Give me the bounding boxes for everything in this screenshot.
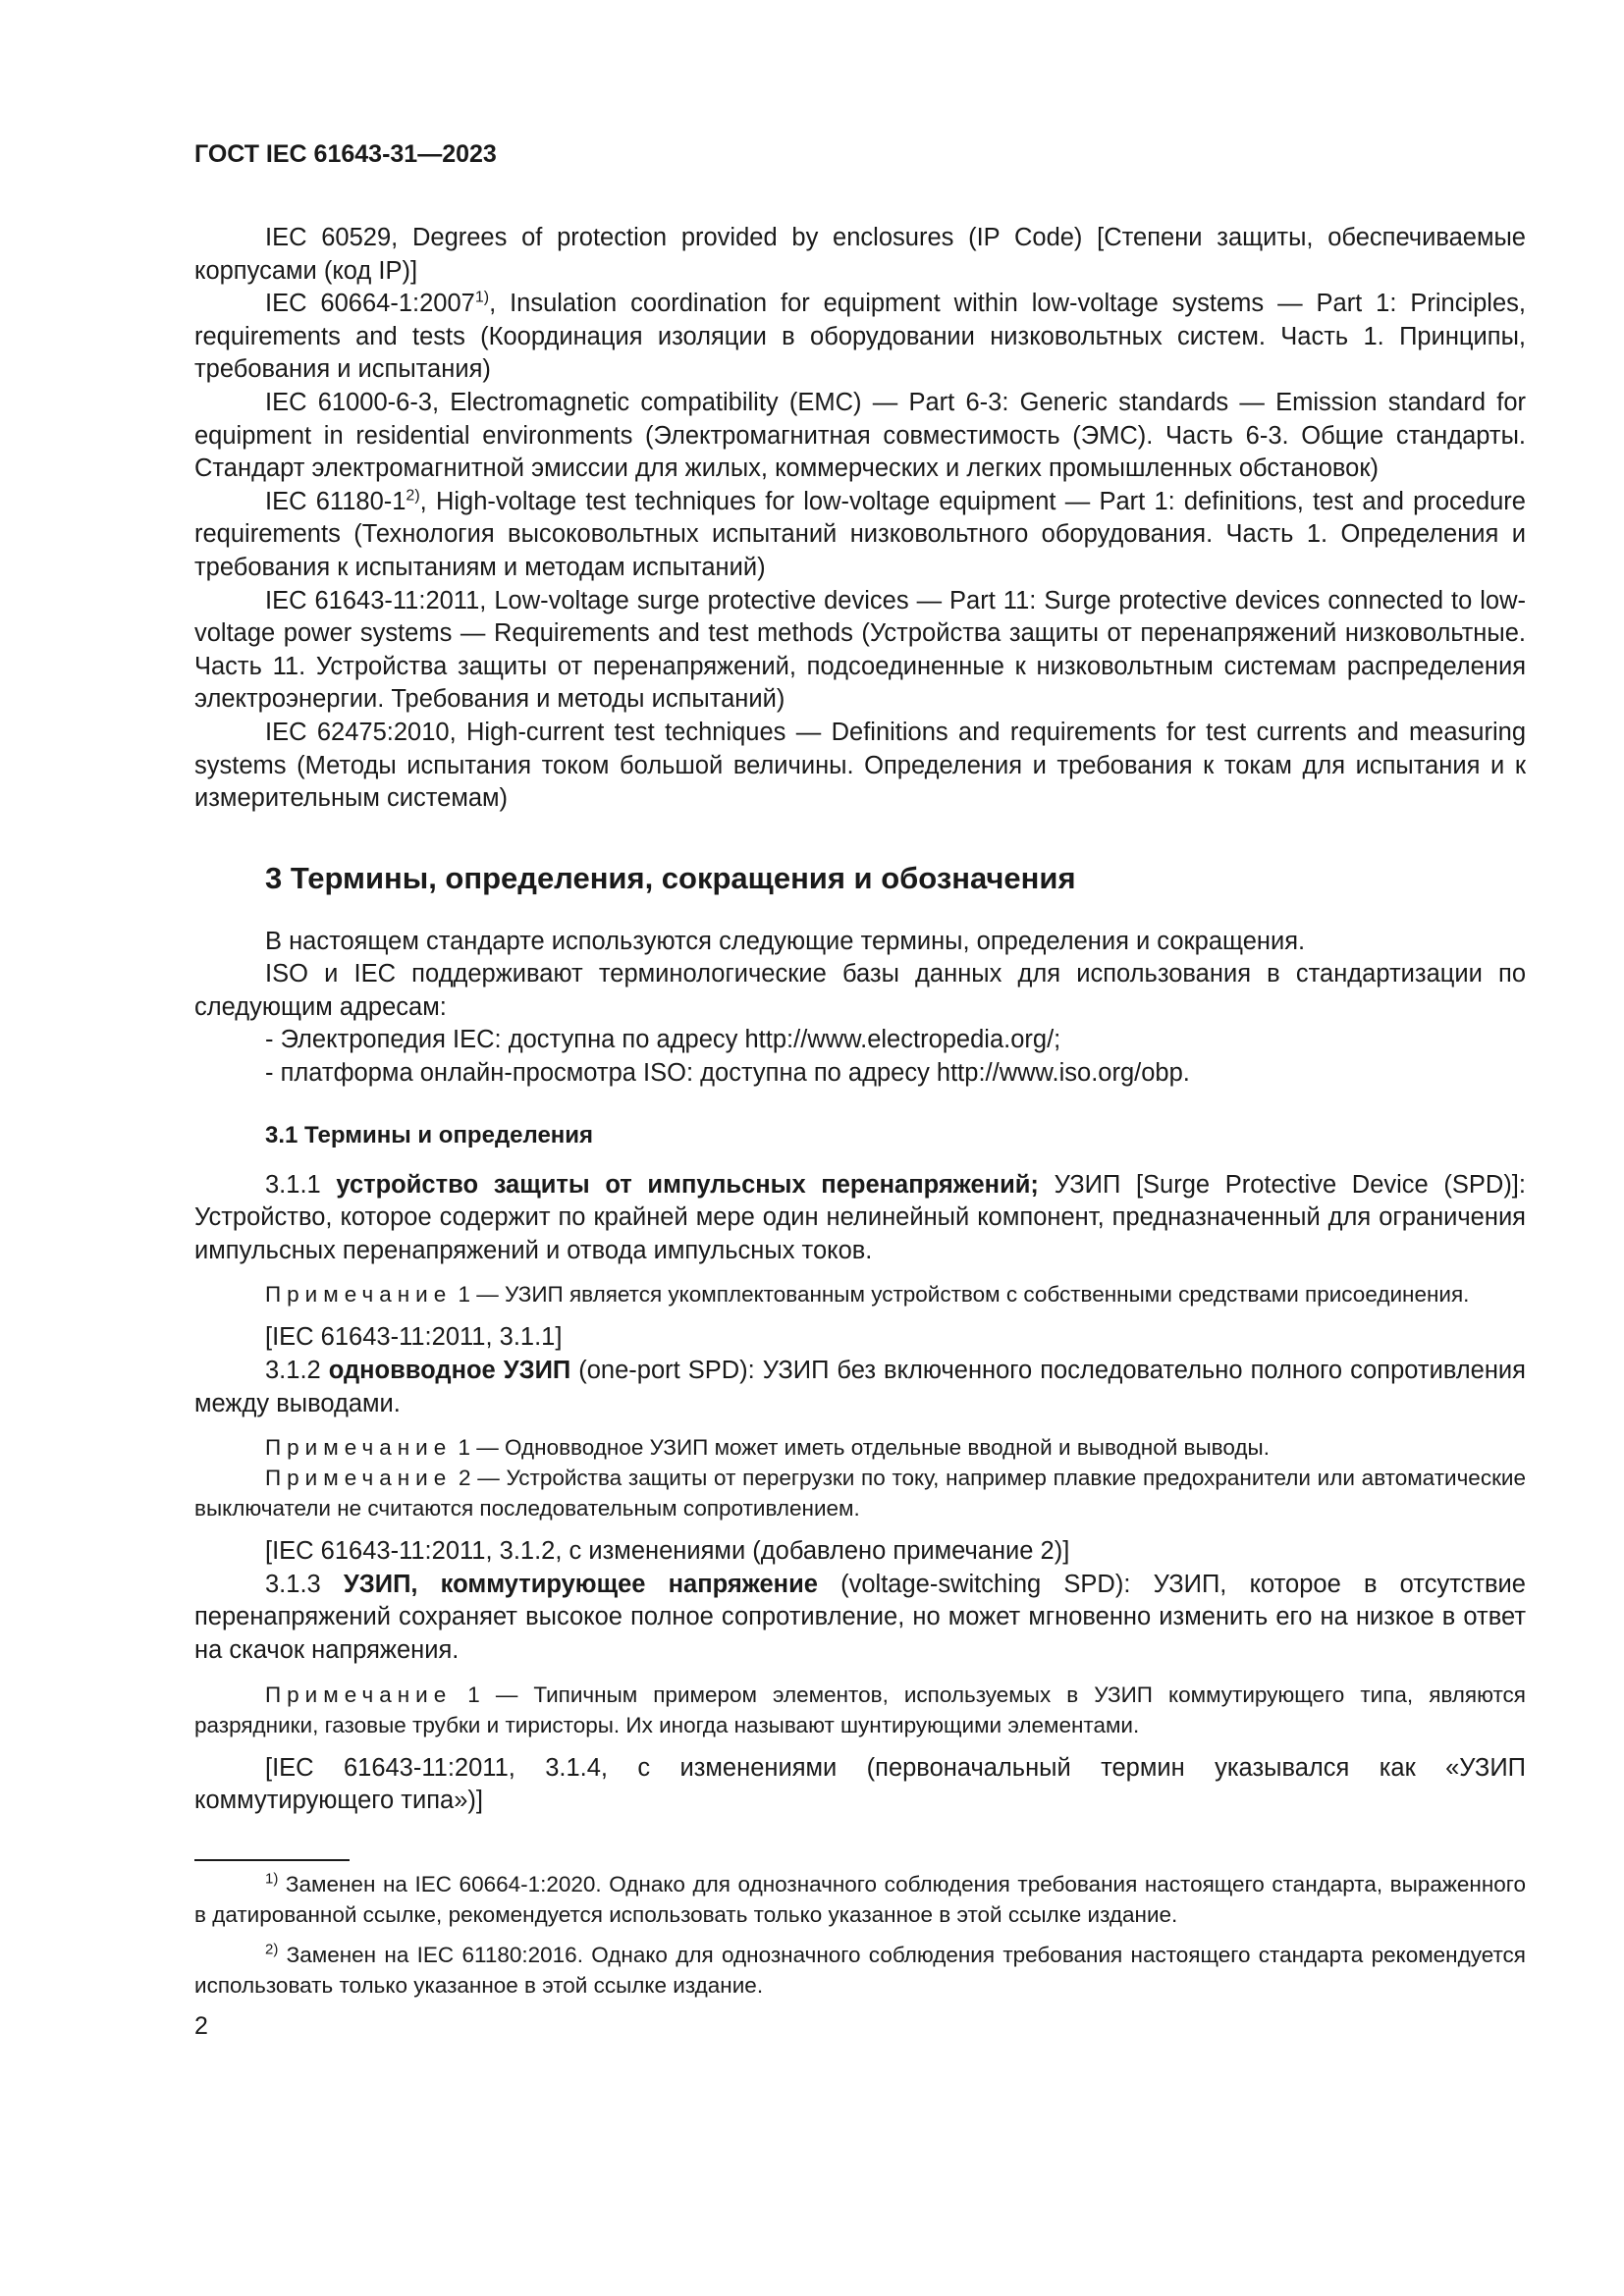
reference-iec-60529	[194, 222, 1526, 288]
term-definition: УЗИП [Surge Protective Device (SPD)]: Устройство, которое содержит по крайней мере один нелинейный компонент, предназначенный для ограничения импульсных перенапряжений и отвода импульсных токов.	[194, 1170, 1526, 1264]
footnote-marker-1: 1)	[474, 289, 490, 306]
term-3-1-1	[194, 1169, 1526, 1268]
note-text: 1 — УЗИП является укомплектованным устройством с собственными средствами присоединения.	[452, 1282, 1470, 1308]
reference-text: IEC 62475:2010, High-current test techniques — Definitions and requirements for test currents and measuring systems (Методы испытания током большой величины. Определения и требования к токам для испытания и к измерительным системам)	[194, 718, 1526, 813]
reference-text: , High-voltage test techniques for low-voltage equipment — Part 1: definitions, test and procedure requirements (Технология высоковольтных испытаний низковольтного оборудования. Часть 1. Определения и требования к испытаниям и методам испытаний)	[194, 487, 1526, 581]
note-3-1-2-2	[194, 1463, 1526, 1523]
note-text: 1 — Одновводное УЗИП может иметь отдельные вводной и выводной выводы.	[452, 1435, 1270, 1461]
document-page	[194, 137, 1526, 2042]
term-number: 3.1.3	[265, 1570, 344, 1598]
reference-code: IEC 61180-1	[265, 487, 406, 515]
note-label: Примечание	[265, 1466, 453, 1491]
term-3-1-3	[194, 1569, 1526, 1668]
term-number: 3.1.2	[265, 1357, 329, 1385]
note-label: Примечание	[265, 1682, 453, 1707]
footnote-marker-2: 2)	[406, 487, 420, 505]
reference-text: , Insulation coordination for equipment within low-voltage systems — Part 1: Principles, requirements and tests (Координация изоляции в оборудовании низковольтных систем. Часть 1. Принципы, требования и испытания)	[194, 290, 1526, 384]
reference-iec-61000-6-3	[194, 387, 1526, 486]
note-label: Примечание	[265, 1435, 453, 1461]
reference-text: IEC 61000-6-3, Electromagnetic compatibility (EMC) — Part 6-3: Generic standards — Emission standard for equipment in residential environments (Электромагнитная совместимость (ЭМС). Часть 6-3. Общие стандарты. Стандарт электромагнитной эмиссии для жилых, коммерческих и легких промышленных обстановок)	[194, 388, 1526, 483]
term-source-3-1-2: [IEC 61643-11:2011, 3.1.2, с изменениями (добавлено примечание 2)]	[265, 1537, 1070, 1566]
term-source-3-1-3: [IEC 61643-11:2011, 3.1.4, с изменениями (первоначальный термин указывался как «УЗИП коммутирующего типа»)]	[194, 1753, 1526, 1815]
section-3-databases: ISO и IEC поддерживают терминологические базы данных для использования в стандартизации по следующим адресам:	[194, 960, 1526, 1021]
note-3-1-1-1	[194, 1279, 1526, 1309]
section-3-intro: В настоящем стандарте используются следующие термины, определения и сокращения.	[265, 927, 1306, 955]
normative-references	[194, 222, 1526, 816]
list-item-electropedia: - Электропедия IEC: доступна по адресу http://www.electropedia.org/;	[265, 1026, 1061, 1054]
note-text: 2 — Устройства защиты от перегрузки по току, например плавкие предохранители или автоматические выключатели не считаются последовательным сопротивлением.	[194, 1466, 1526, 1522]
section-3-title: 3 Термины, определения, сокращения и обозначения	[265, 860, 1076, 895]
footnote-2	[194, 1940, 1526, 2001]
subsection-3-1-title: 3.1 Термины и определения	[265, 1121, 594, 1148]
reference-iec-61180-1	[194, 486, 1526, 585]
page-number: 2	[194, 2011, 208, 2040]
list-item-iso-obp: - платформа онлайн-просмотра ISO: доступна по адресу http://www.iso.org/obp.	[265, 1059, 1190, 1088]
note-3-1-3-1	[194, 1680, 1526, 1740]
reference-iec-60664-1	[194, 288, 1526, 387]
reference-text: IEC 60529, Degrees of protection provided by enclosures (IP Code) [Степени защиты, обеспечиваемые корпусами (код IP)]	[194, 224, 1526, 285]
reference-text: IEC 61643-11:2011, Low-voltage surge protective devices — Part 11: Surge protective devices connected to low-voltage power systems — Requirements and test methods (Устройства защиты от перенапряжений низковольтные. Часть 11. Устройства защиты от перенапряжений, подсоединенные к низковольтным системам распределения электроэнергии. Требования и методы испытаний)	[194, 586, 1526, 714]
footnote-mark: 2)	[265, 1941, 279, 1958]
footnote-1	[194, 1869, 1526, 1930]
note-3-1-2-1	[194, 1432, 1526, 1463]
note-text: 1 — Типичным примером элементов, используемых в УЗИП коммутирующего типа, являются разрядники, газовые трубки и тиристоры. Их иногда называют шунтирующими элементами.	[194, 1682, 1526, 1737]
document-header: ГОСТ IEC 61643-31—2023	[194, 140, 497, 168]
term-definition: (one-port SPD): УЗИП без включенного последовательно полного сопротивления между выводами.	[194, 1357, 1526, 1417]
term-name: устройство защиты от импульсных перенапряжений;	[336, 1170, 1039, 1199]
footnote-divider	[194, 1859, 350, 1861]
footnote-text: Заменен на IEC 61180:2016. Однако для однозначного соблюдения требования настоящего стандарта рекомендуется использовать только указанное в этой ссылке издание.	[194, 1942, 1526, 1998]
term-name: одновводное УЗИП	[328, 1357, 571, 1385]
term-source-3-1-1: [IEC 61643-11:2011, 3.1.1]	[265, 1323, 563, 1352]
reference-code: IEC 60664-1:2007	[265, 290, 475, 318]
footnote-mark: 1)	[265, 1870, 279, 1888]
reference-iec-62475	[194, 717, 1526, 816]
footnote-text: Заменен на IEC 60664-1:2020. Однако для однозначного соблюдения требования настоящего стандарта, выраженного в датированной ссылке, рекомендуется использовать только указанное в этой ссылке издание.	[194, 1871, 1526, 1927]
note-label: Примечание	[265, 1282, 453, 1308]
term-number: 3.1.1	[265, 1170, 337, 1199]
term-name: УЗИП, коммутирующее напряжение	[343, 1570, 818, 1598]
term-definition: (voltage-switching SPD): УЗИП, которое в отсутствие перенапряжений сохраняет высокое полное сопротивление, но может мгновенно изменить его на низкое в ответ на скачок напряжения.	[194, 1570, 1526, 1664]
term-3-1-2	[194, 1355, 1526, 1420]
reference-iec-61643-11	[194, 585, 1526, 717]
